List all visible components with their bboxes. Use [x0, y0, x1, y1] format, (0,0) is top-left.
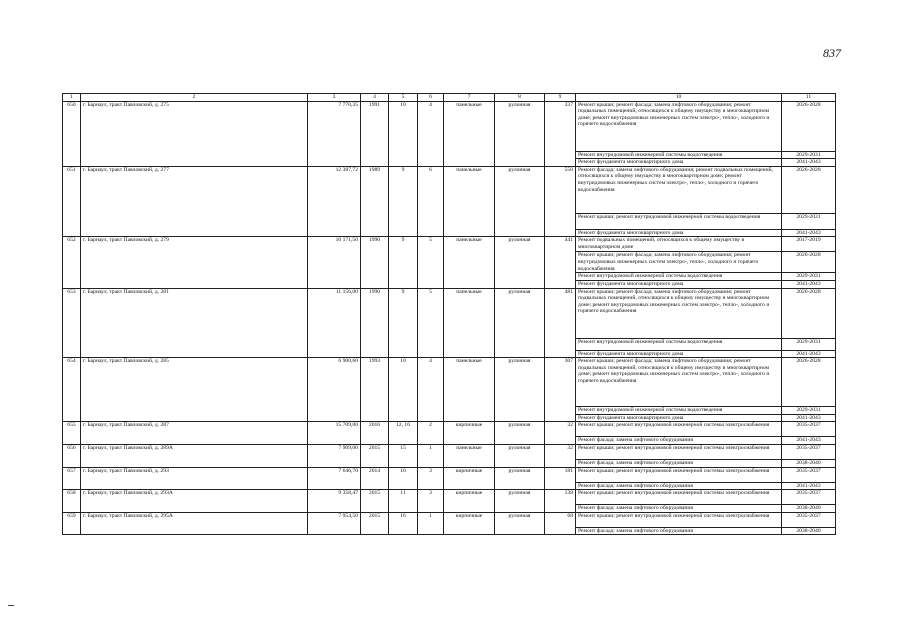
- repair-works-cell: Ремонт подвальных помещений, относящихся к общему имуществу в многоквартирном доме: [576, 237, 782, 252]
- floors-cell: 9: [389, 288, 418, 358]
- table-row: [63, 422, 836, 437]
- column-number: 3: [308, 94, 361, 102]
- column-number: 4: [361, 94, 389, 102]
- row-number: 651: [63, 166, 81, 237]
- year-cell: 1991: [361, 101, 389, 166]
- area-cell: 7 646,70: [308, 467, 361, 490]
- floors-cell: 12, 16: [389, 422, 418, 445]
- table-row: [63, 358, 836, 407]
- repair-works-cell: Ремонт фасада; замена лифтового оборудования: [576, 527, 782, 535]
- repair-works-cell: Ремонт фасада; замена лифтового оборудования: [576, 482, 782, 490]
- entrances-cell: 1: [418, 444, 444, 467]
- address-cell: г. Барнаул, тракт Павловский, д. 275: [81, 101, 308, 166]
- row-number: 653: [63, 288, 81, 358]
- walls-cell: панельные: [444, 444, 495, 467]
- period-cell: 2029-2031: [782, 213, 836, 229]
- page-number: 837: [823, 46, 841, 60]
- walls-cell: панельные: [444, 288, 495, 358]
- repair-works-cell: Ремонт фундамента многоквартирного дома: [576, 350, 782, 358]
- row-number: 655: [63, 422, 81, 445]
- residents-cell: 68: [545, 512, 576, 535]
- residents-cell: 481: [545, 288, 576, 358]
- table-row: [63, 166, 836, 213]
- address-cell: г. Барнаул, тракт Павловский, д. 279: [81, 237, 308, 288]
- address-cell: г. Барнаул, тракт Павловский, д. 289А: [81, 444, 308, 467]
- period-cell: 2026-2028: [782, 166, 836, 213]
- period-cell: 2041-2043: [782, 414, 836, 422]
- entrances-cell: 2: [418, 422, 444, 445]
- entrances-cell: 3: [418, 467, 444, 490]
- period-cell: 2017-2019: [782, 237, 836, 252]
- entrances-cell: 1: [418, 512, 444, 535]
- roof-cell: рулонная: [495, 512, 545, 535]
- residents-cell: 550: [545, 166, 576, 237]
- repair-works-cell: Ремонт крыши; ремонт внутридомовой инженерной системы электроснабжения: [576, 422, 782, 437]
- year-cell: 1990: [361, 237, 389, 288]
- residents-cell: 32: [545, 422, 576, 445]
- entrances-cell: 6: [418, 166, 444, 237]
- floors-cell: 10: [389, 101, 418, 166]
- residents-cell: 32: [545, 444, 576, 467]
- period-cell: 2029-2031: [782, 338, 836, 350]
- residents-cell: 441: [545, 237, 576, 288]
- period-cell: 2035-2037: [782, 490, 836, 505]
- roof-cell: рулонная: [495, 237, 545, 288]
- period-cell: 2035-2037: [782, 467, 836, 482]
- roof-cell: рулонная: [495, 166, 545, 237]
- column-number: 5: [389, 94, 418, 102]
- period-cell: 2041-2043: [782, 229, 836, 237]
- repair-works-cell: Ремонт крыши; ремонт внутридомовой инженерной системы электроснабжения: [576, 467, 782, 482]
- row-number: 659: [63, 512, 81, 535]
- period-cell: 2038-2040: [782, 459, 836, 467]
- repair-works-cell: Ремонт крыши; ремонт фасада; замена лифтового оборудования; ремонт подвальных помещений, относящихся к общему имуществу в многоквартирном доме; ремонт внутридомовых инженерных систем электро-, тепло-, холодного и горячего водоснабжения: [576, 101, 782, 151]
- area-cell: 6 900,60: [308, 358, 361, 422]
- table-body: [63, 94, 836, 535]
- residents-cell: 181: [545, 467, 576, 490]
- column-number: 7: [444, 94, 495, 102]
- area-cell: 7 770,35: [308, 101, 361, 166]
- repair-works-cell: Ремонт крыши; ремонт внутридомовой инженерной системы водоотведения: [576, 213, 782, 229]
- repair-works-cell: Ремонт внутридомовой инженерной системы водоотведения: [576, 151, 782, 159]
- area-cell: 9 358,47: [308, 490, 361, 513]
- year-cell: 1989: [361, 166, 389, 237]
- period-cell: 2029-2031: [782, 273, 836, 281]
- period-cell: 2041-2043: [782, 159, 836, 167]
- area-cell: 7 909,00: [308, 444, 361, 467]
- year-cell: 2015: [361, 512, 389, 535]
- row-number: 650: [63, 101, 81, 166]
- year-cell: 1990: [361, 288, 389, 358]
- period-cell: 2035-2037: [782, 422, 836, 437]
- address-cell: г. Барнаул, тракт Павловский, д. 287: [81, 422, 308, 445]
- column-number-row: [63, 94, 836, 102]
- year-cell: 2016: [361, 422, 389, 445]
- table-row: [63, 288, 836, 338]
- repair-works-cell: Ремонт фундамента многоквартирного дома: [576, 159, 782, 167]
- floors-cell: 9: [389, 237, 418, 288]
- area-cell: 10 171,50: [308, 237, 361, 288]
- address-cell: г. Барнаул, тракт Павловский, д. 293А: [81, 490, 308, 513]
- repair-works-cell: Ремонт крыши; ремонт фасада; замена лифтового оборудования; ремонт подвальных помещений, относящихся к общему имуществу в многоквартирном доме; ремонт внутридомовых инженерных систем электро-, тепло-, холодного и горячего водоснабжения: [576, 288, 782, 338]
- entrances-cell: 4: [418, 358, 444, 422]
- row-number: 657: [63, 467, 81, 490]
- period-cell: 2026-2028: [782, 358, 836, 407]
- column-number: 1: [63, 94, 81, 102]
- period-cell: 2029-2031: [782, 407, 836, 415]
- area-cell: 12 387,72: [308, 166, 361, 237]
- column-number: 10: [576, 94, 782, 102]
- period-cell: 2035-2037: [782, 444, 836, 459]
- table-row: [63, 512, 836, 527]
- table-row: [63, 444, 836, 459]
- roof-cell: рулонная: [495, 444, 545, 467]
- table-row: [63, 490, 836, 505]
- area-cell: 7 954,50: [308, 512, 361, 535]
- roof-cell: рулонная: [495, 101, 545, 166]
- repair-works-cell: Ремонт крыши; ремонт внутридомовой инженерной системы электроснабжения: [576, 512, 782, 527]
- floors-cell: 9: [389, 166, 418, 237]
- entrances-cell: 5: [418, 288, 444, 358]
- column-number: 2: [81, 94, 308, 102]
- repair-works-cell: Ремонт крыши; ремонт внутридомовой инженерной системы электроснабжения: [576, 444, 782, 459]
- period-cell: 2038-2040: [782, 505, 836, 513]
- floors-cell: 10: [389, 358, 418, 422]
- table-row: [63, 101, 836, 151]
- repair-works-cell: Ремонт фундамента многоквартирного дома: [576, 280, 782, 288]
- address-cell: г. Барнаул, тракт Павловский, д. 293: [81, 467, 308, 490]
- address-cell: г. Барнаул, тракт Павловский, д. 281: [81, 288, 308, 358]
- repair-works-cell: Ремонт фундамента многоквартирного дома: [576, 229, 782, 237]
- walls-cell: панельные: [444, 166, 495, 237]
- repair-works-cell: Ремонт крыши; ремонт фасада; замена лифтового оборудования; ремонт подвальных помещений, относящихся к общему имуществу в многоквартирном доме; ремонт внутридомовых инженерных систем электро-, тепло-, холодного и горячего водоснабжения: [576, 358, 782, 407]
- repair-works-cell: Ремонт внутридомовой инженерной системы водоотведения: [576, 273, 782, 281]
- walls-cell: кирпичные: [444, 467, 495, 490]
- walls-cell: панельные: [444, 358, 495, 422]
- roof-cell: рулонная: [495, 288, 545, 358]
- column-number: 9: [545, 94, 576, 102]
- entrances-cell: 3: [418, 490, 444, 513]
- column-number: 11: [782, 94, 836, 102]
- walls-cell: кирпичные: [444, 490, 495, 513]
- repair-works-cell: Ремонт крыши; ремонт внутридомовой инженерной системы электроснабжения: [576, 490, 782, 505]
- floors-cell: 11: [389, 490, 418, 513]
- roof-cell: рулонная: [495, 358, 545, 422]
- period-cell: 2041-2043: [782, 350, 836, 358]
- period-cell: 2029-2031: [782, 151, 836, 159]
- repair-works-cell: Ремонт фасада; замена лифтового оборудования; ремонт подвальных помещений, относящихся к общему имуществу в многоквартирном доме; ремонт внутридомовых инженерных систем электро-, тепло-, холодного и горячего водоснабжения: [576, 166, 782, 213]
- floors-cell: 16: [389, 512, 418, 535]
- year-cell: 2015: [361, 444, 389, 467]
- floors-cell: 15: [389, 444, 418, 467]
- housing-repair-table: [62, 93, 836, 535]
- year-cell: 2014: [361, 467, 389, 490]
- period-cell: 2026-2028: [782, 288, 836, 338]
- year-cell: 1993: [361, 358, 389, 422]
- address-cell: г. Барнаул, тракт Павловский, д. 295А: [81, 512, 308, 535]
- scan-mark: [8, 605, 14, 606]
- entrances-cell: 5: [418, 237, 444, 288]
- period-cell: 2038-2040: [782, 527, 836, 535]
- walls-cell: панельные: [444, 237, 495, 288]
- walls-cell: панельные: [444, 101, 495, 166]
- table-row: [63, 467, 836, 482]
- repair-works-cell: Ремонт крыши; ремонт фасада; замена лифтового оборудования; ремонт внутридомовых инженерных систем электро-, тепло-, холодного и горячего водоснабжения: [576, 252, 782, 273]
- roof-cell: рулонная: [495, 490, 545, 513]
- period-cell: 2041-2043: [782, 280, 836, 288]
- repair-works-cell: Ремонт фасада; замена лифтового оборудования: [576, 437, 782, 445]
- period-cell: 2026-2028: [782, 252, 836, 273]
- period-cell: 2026-2028: [782, 101, 836, 151]
- period-cell: 2041-2043: [782, 482, 836, 490]
- year-cell: 2015: [361, 490, 389, 513]
- row-number: 652: [63, 237, 81, 288]
- roof-cell: рулонная: [495, 422, 545, 445]
- address-cell: г. Барнаул, тракт Павловский, д. 285: [81, 358, 308, 422]
- repair-works-cell: Ремонт внутридомовой инженерной системы водоотведения: [576, 407, 782, 415]
- repair-works-cell: Ремонт фасада; замена лифтового оборудования: [576, 459, 782, 467]
- area-cell: 15 709,00: [308, 422, 361, 445]
- entrances-cell: 4: [418, 101, 444, 166]
- repair-works-cell: Ремонт фасада; замена лифтового оборудования: [576, 505, 782, 513]
- residents-cell: 138: [545, 490, 576, 513]
- column-number: 8: [495, 94, 545, 102]
- row-number: 654: [63, 358, 81, 422]
- address-cell: г. Барнаул, тракт Павловский, д. 277: [81, 166, 308, 237]
- residents-cell: 337: [545, 101, 576, 166]
- area-cell: 11 156,00: [308, 288, 361, 358]
- floors-cell: 10: [389, 467, 418, 490]
- walls-cell: кирпичные: [444, 422, 495, 445]
- row-number: 658: [63, 490, 81, 513]
- repair-works-cell: Ремонт внутридомовой инженерной системы водоотведения: [576, 338, 782, 350]
- residents-cell: 307: [545, 358, 576, 422]
- roof-cell: рулонная: [495, 467, 545, 490]
- repair-works-cell: Ремонт фундамента многоквартирного дома: [576, 414, 782, 422]
- period-cell: 2035-2037: [782, 512, 836, 527]
- walls-cell: кирпичные: [444, 512, 495, 535]
- row-number: 656: [63, 444, 81, 467]
- period-cell: 2041-2043: [782, 437, 836, 445]
- table-row: [63, 237, 836, 252]
- column-number: 6: [418, 94, 444, 102]
